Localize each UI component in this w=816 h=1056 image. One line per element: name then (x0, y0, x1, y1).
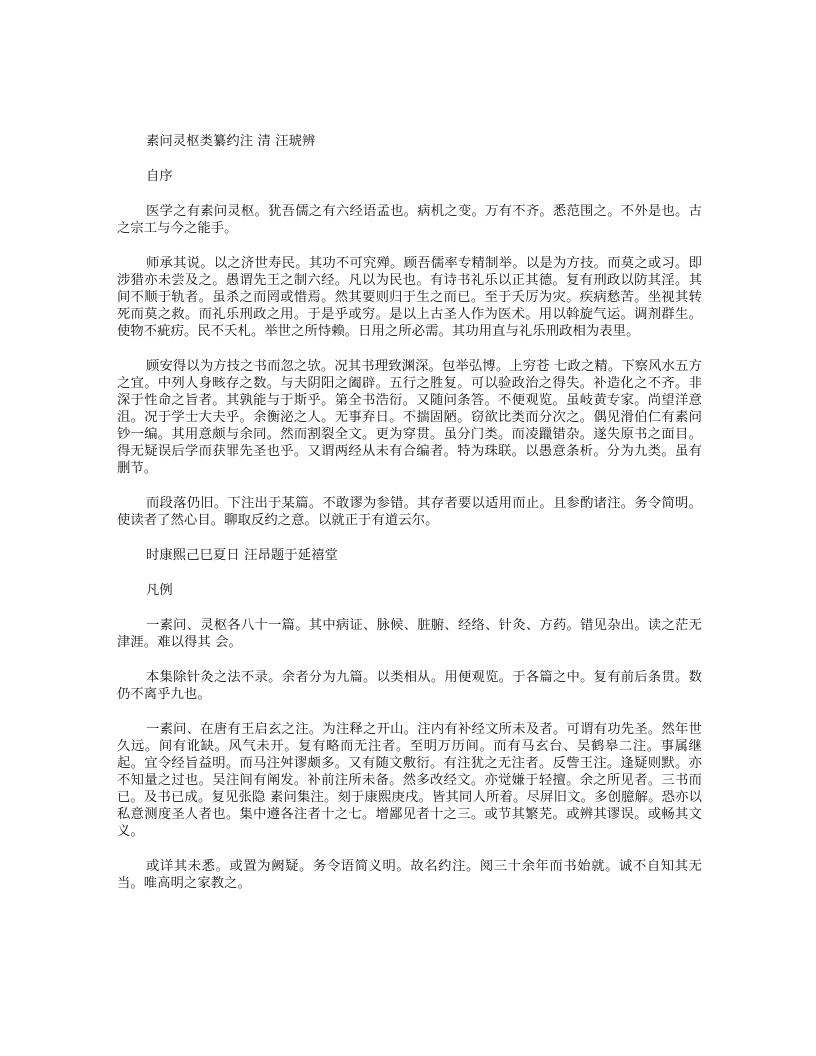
fanli-paragraph-2: 本集除针灸之法不录。余者分为九篇。以类相从。用便观览。于各篇之中。复有前后条贯。数仍不离乎九也。 (117, 670, 702, 702)
preface-paragraph-1: 医学之有素问灵枢。犹吾儒之有六经语孟也。病机之变。万有不齐。悉范围之。不外是也。古之宗工与今之能手。 (117, 204, 702, 236)
fanli-heading: 凡例 (146, 583, 173, 598)
preface-paragraph-4: 而段落仍旧。下注出于某篇。不敢谬为参错。其存者要以适用而止。且参酌诸注。务令简明。使读者了然心目。聊取反约之意。以就正于有道云尔。 (117, 496, 702, 528)
document-page (117, 133, 702, 892)
fanli-paragraph-4: 或详其未悉。或置为阙疑。务令语简义明。故名约注。阅三十余年而书始就。诚不自知其无当。唯高明之家教之。 (117, 859, 702, 891)
preface-paragraph-3: 顾安得以为方技之书而忽之欤。况其书理致渊深。包举弘博。上穷苍 七政之精。下察风水五方之宜。中列人身畡存之数。与夫阴阳之阖辟。五行之胜复。可以验政治之得失。补造化之不齐。非深于性命之旨者。其孰能与于斯乎。第全书浩衍。又随问条答。不便观览。虽岐黄专家。尚望洋意沮。况于学士大夫乎。余衡泌之人。无事弃日。不揣固陋。窃欲比类而分次之。偶见滑伯仁有素问钞一编。其用意颇与余同。然而割裂全文。更为穿贯。虽分门类。而凌躐错杂。遂失原书之面目。得无疑误后学而获罪先圣也乎。又谓两经从未有合编者。特为珠联。以愚意条析。分为九类。虽有删节。 (117, 359, 702, 476)
document-title: 素问灵枢类纂约注 清 汪琥辨 (146, 134, 316, 149)
signature-line: 时康熙己巳夏日 汪昂题于延禧堂 (146, 548, 338, 563)
fanli-paragraph-3: 一素问、在唐有王启玄之注。为注释之开山。注内有补经文所未及者。可谓有功先圣。然年世久远。间有讹缺。风气未开。复有略而无注者。至明万历间。而有马玄台、吴鹤皋二注。事属继起。宜令经旨益明。而马注舛谬颇多。又有随文敷衍。有注犹之无注者。反訾王注。逢疑则默。亦不知量之过也。吴注间有阐发。补前注所未备。然多改经文。亦觉嫌于轻擅。余之所见者。三书而已。及书已成。复见张隐 素问集注。刻于康熙庚戌。皆其同人所着。尽屏旧文。多创臆解。恐亦以私意测度圣人者也。集中遵各注者十之七。增鄙见者十之三。或节其繁芜。或辨其谬误。或畅其文义。 (117, 722, 702, 839)
preface-paragraph-2: 师承其说。以之济世寿民。其功不可究殚。顾吾儒率专精制举。以是为方技。而莫之或习。即涉猎亦未尝及之。愚谓先王之制六经。凡以为民也。有诗书礼乐以正其德。复有刑政以防其淫。其间不顺于轨者。虽杀之而罔或惜焉。然其要则归于生之而已。至于夭厉为灾。疾病愁苦。坐视其转死而莫之救。而礼乐刑政之用。于是乎或穷。是以上古圣人作为医术。用以斡旋气运。调剂群生。使物不疵疠。民不夭札。举世之所恃赖。日用之所必需。其功用直与礼乐刑政相为表里。 (117, 256, 702, 339)
fanli-paragraph-1: 一素问、灵枢各八十一篇。其中病证、脉候、脏腑、经络、针灸、方药。错见杂出。读之茫无津涯。难以得其 会。 (117, 618, 702, 650)
preface-heading: 自序 (146, 169, 173, 184)
